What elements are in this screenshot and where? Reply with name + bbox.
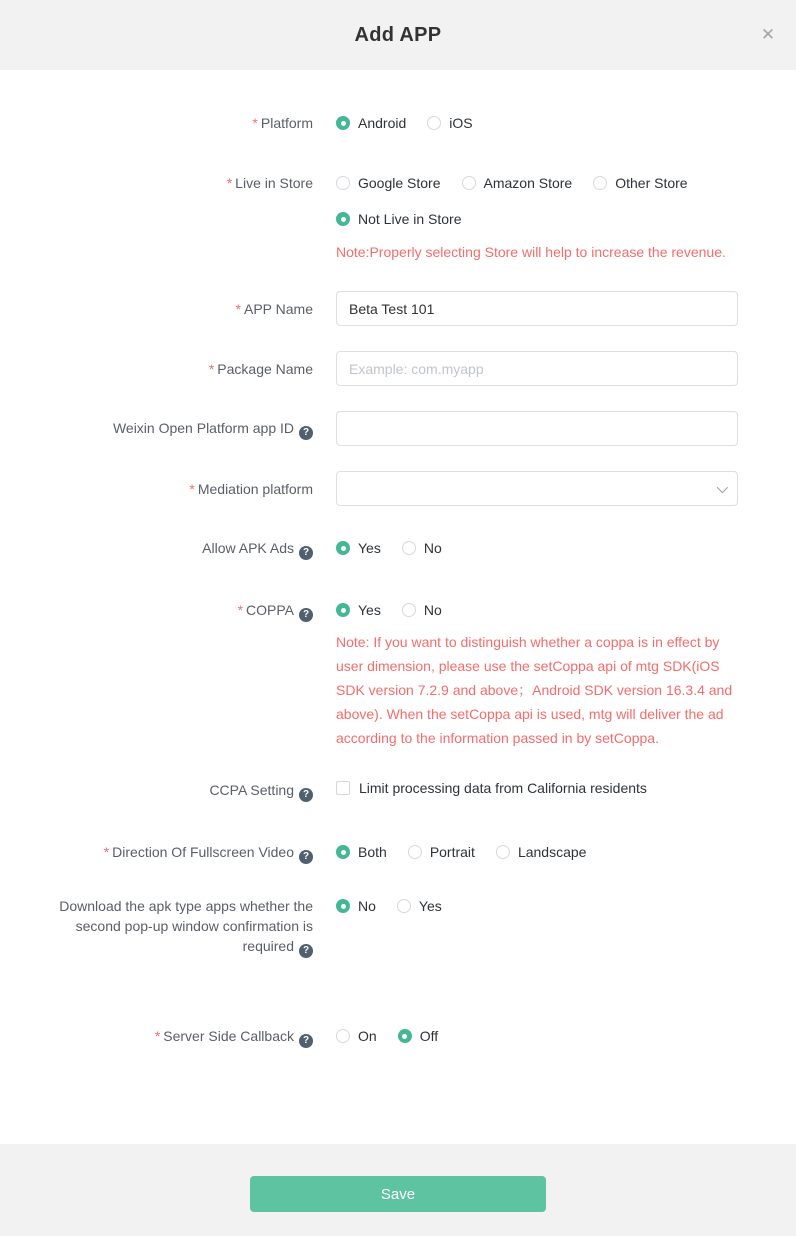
radio-download-confirm-no[interactable]: No [336, 898, 376, 914]
row-weixin-app-id [0, 411, 796, 446]
dialog-header [0, 0, 796, 70]
app-name-label: * APP Name [235, 300, 313, 317]
package-name-label: * Package Name [208, 360, 313, 377]
apk-download-confirm-label: Download the apk type apps whether the second pop-up window confirmation is required ? [59, 898, 313, 956]
coppa-label: * COPPA ? [0, 600, 313, 622]
save-button[interactable]: Save [250, 1176, 546, 1212]
close-icon[interactable]: ✕ [760, 24, 776, 44]
radio-ios[interactable]: iOS [427, 115, 472, 131]
radio-direction-both[interactable]: Both [336, 844, 387, 860]
row-coppa [0, 600, 796, 750]
ccpa-setting-label: CCPA Setting ? [0, 780, 313, 802]
required-marker: * [189, 480, 195, 497]
radio-icon-checked [336, 116, 350, 130]
required-marker: * [235, 300, 241, 317]
row-server-side-callback [0, 1026, 796, 1048]
required-marker: * [237, 602, 244, 618]
required-marker: * [154, 1028, 161, 1044]
radio-icon [427, 116, 441, 130]
help-icon[interactable]: ? [299, 944, 313, 958]
mediation-platform-label: * Mediation platform [189, 480, 313, 497]
radio-direction-landscape[interactable]: Landscape [496, 844, 587, 860]
dialog-body [0, 70, 796, 1144]
required-marker: * [252, 115, 258, 131]
radio-coppa-no[interactable]: No [402, 602, 442, 618]
help-icon[interactable]: ? [299, 546, 313, 560]
radio-icon [462, 176, 476, 190]
radio-callback-off[interactable]: Off [398, 1028, 438, 1044]
required-marker: * [208, 360, 215, 377]
radio-direction-portrait[interactable]: Portrait [408, 844, 475, 860]
radio-other-store[interactable]: Other Store [593, 175, 687, 191]
radio-icon-checked [336, 845, 350, 859]
radio-icon [402, 603, 416, 617]
radio-icon-checked [336, 212, 350, 226]
required-marker: * [103, 844, 110, 860]
row-app-name [0, 291, 796, 326]
radio-amazon-store[interactable]: Amazon Store [462, 175, 573, 191]
ccpa-checkbox[interactable]: Limit processing data from California residents [336, 780, 647, 796]
radio-download-confirm-yes[interactable]: Yes [397, 898, 442, 914]
row-direction-fullscreen-video [0, 842, 796, 864]
direction-label: * Direction Of Fullscreen Video ? [0, 842, 313, 864]
radio-icon [496, 845, 510, 859]
required-marker: * [226, 175, 233, 191]
radio-apk-ads-yes[interactable]: Yes [336, 540, 381, 556]
live-in-store-label: * Live in Store [226, 175, 313, 191]
help-icon[interactable]: ? [299, 850, 313, 864]
radio-icon [336, 176, 350, 190]
allow-apk-ads-label: Allow APK Ads ? [0, 538, 313, 560]
checkbox-icon [336, 781, 350, 795]
help-icon[interactable]: ? [299, 788, 313, 802]
radio-icon [336, 1029, 350, 1043]
radio-icon [397, 899, 411, 913]
live-in-store-note: Note:Properly selecting Store will help to increase the revenue. [336, 244, 726, 260]
package-name-input[interactable] [336, 351, 738, 386]
row-mediation-platform [0, 471, 796, 506]
help-icon[interactable]: ? [299, 1034, 313, 1048]
row-platform [0, 113, 796, 133]
help-icon[interactable]: ? [299, 608, 313, 622]
radio-apk-ads-no[interactable]: No [402, 540, 442, 556]
row-apk-download-confirm [0, 896, 796, 958]
coppa-note: Note: If you want to distinguish whether a coppa is in effect by user dimension, please use the setCoppa api of mtg SDK(iOS SDK version 7.2.9 and above；Android SDK version 16.3.4 and above). When the setCoppa api is used, mtg will deliver the ad according to the information passed in by setCoppa. [336, 634, 733, 746]
row-live-in-store [0, 173, 796, 264]
radio-android[interactable]: Android [336, 115, 406, 131]
weixin-app-id-label: Weixin Open Platform app ID ? [0, 418, 313, 440]
radio-icon [593, 176, 607, 190]
app-name-input[interactable] [336, 291, 738, 326]
radio-icon-checked [336, 899, 350, 913]
help-icon[interactable]: ? [299, 426, 313, 440]
radio-icon-checked [336, 603, 350, 617]
radio-icon [402, 541, 416, 555]
server-side-callback-label: * Server Side Callback ? [0, 1026, 313, 1048]
radio-icon [408, 845, 422, 859]
weixin-app-id-input[interactable] [336, 411, 738, 446]
platform-label: * Platform [252, 115, 313, 131]
row-ccpa-setting [0, 780, 796, 802]
mediation-platform-select[interactable] [336, 471, 738, 506]
radio-coppa-yes[interactable]: Yes [336, 602, 381, 618]
radio-icon-checked [336, 541, 350, 555]
chevron-down-icon [717, 481, 728, 492]
radio-google-store[interactable]: Google Store [336, 175, 441, 191]
dialog-title: Add APP [354, 23, 442, 46]
radio-not-live-in-store[interactable]: Not Live in Store [336, 211, 462, 227]
row-allow-apk-ads [0, 538, 796, 560]
radio-icon-checked [398, 1029, 412, 1043]
dialog-footer [0, 1144, 796, 1236]
row-package-name [0, 351, 796, 386]
radio-callback-on[interactable]: On [336, 1028, 377, 1044]
